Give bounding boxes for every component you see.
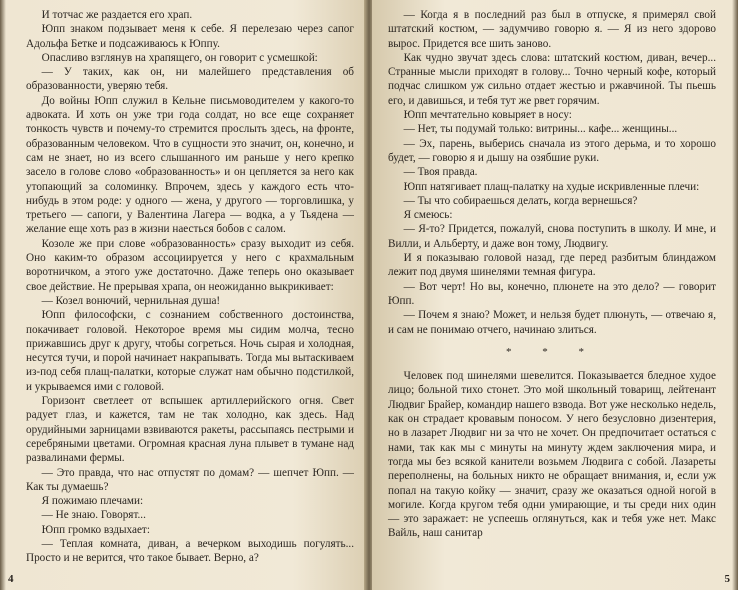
paragraph: Юпп мечтательно ковыряет в носу:	[403, 109, 572, 122]
paragraph: Юпп громко вздыхает:	[41, 523, 150, 536]
paragraph: — Козел вонючий, чернильная душа!	[41, 294, 221, 307]
paragraph: Я смеюсь:	[403, 209, 453, 222]
paragraph: Юпп натягивает плащ-палатку на худые искривленные плечи:	[403, 180, 700, 193]
paragraph: Как чудно звучат здесь слова: штатский костюм, диван, вечер... Странные мысли приходят в голову... Точно черный кофе, который подчас слишком уж сильно отдает жестью и ржавчиной. Ты пьешь его, и давишься, и тебя тут же рвет горячим.	[388, 51, 716, 107]
paragraph: И я показываю головой назад, где перед разбитым блиндажом лежит под двумя шинелями темная фигура.	[388, 252, 716, 279]
paragraph: — Это правда, что нас отпустят по домам? — шепчет Юпп. — Как ты думаешь?	[26, 466, 354, 493]
paragraph: Опасливо взглянув на храпящего, он говорит с усмешкой:	[41, 51, 318, 64]
paragraph: — Вот черт! Но вы, конечно, плюнете на это дело? — говорит Юпп.	[388, 280, 716, 307]
right-page-number: 5	[724, 572, 730, 585]
paragraph: — Когда я в последний раз был в отпуске, я примерял свой штатский костюм, — задумчиво говорю я. — Я из него здорово вырос. Придется все шить заново.	[388, 9, 716, 50]
paragraph: Я пожимаю плечами:	[41, 495, 144, 508]
paragraph: Юпп философски, с сознанием собственного достоинства, покачивает головой. Некоторое время мы сидим молча, тесно прижавшись друг к другу, чтобы согреться. Ночь сырая и холодная, несутся тучи, и порой начинает накрапывать. Тогда мы вытаскиваем из-под себя плащ-палатки, которые служат нам обычно подстилкой, и укрываемся ими с головой.	[26, 309, 354, 393]
left-page	[0, 0, 366, 590]
paragraph: — Почем я знаю? Может, и нельзя будет плюнуть, — отвечаю я, и сам не понимаю отчего, начинаю злиться.	[388, 309, 716, 336]
left-edge-shadow	[0, 0, 6, 590]
right-page-text-bottom	[388, 369, 716, 541]
paragraph: — Ты что собираешься делать, когда вернешься?	[403, 194, 638, 207]
paragraph: — Не знаю. Говорят...	[41, 509, 146, 522]
paragraph: Горизонт светлеет от вспышек артиллерийского огня. Свет радует глаз, и кажется, там не так холодно, как здесь. Над орудийными зарницами взвиваются ракеты, рассыпаясь пестрыми и серебряными цветами. Огромная красная луна плывет в тумане над развалинами фермы.	[26, 395, 354, 465]
right-edge-shadow	[732, 0, 738, 590]
right-page	[372, 0, 738, 590]
paragraph: Козоле же при слове «образованность» сразу выходит из себя. Оно каким-то образом ассоциируется у него с крахмальным воротничком, а этого уже достаточно. Даже теперь оно оказывает свое действие. Не прерывая храпа, он неожиданно выкрикивает:	[26, 237, 354, 293]
paragraph: — У таких, как он, ни малейшего представления об образованности, уверяю тебя.	[26, 66, 354, 93]
paragraph: — Эх, парень, выберись сначала из этого дерьма, и то хорошо будет, — говорю я и дышу на озябшие руки.	[388, 137, 716, 164]
paragraph: До войны Юпп служил в Кельне письмоводителем у какого-то адвоката. И хоть он уже три года солдат, но все еще сохраняет тонкость чувств и почему-то стремится прослыть здесь, на фронте, образованным человеком. Что в сущности это значит, он, конечно, и сам не знает, но из всего слышанного им раньше у него крепко засело в голове слово «образованность» и он цепляется за него как утопающий за соломинку. Впрочем, здесь у каждого есть что-нибудь в этом роде: у одного — жена, у другого — торговлишка, у третьего — сапоги, у Валентина Лагера — водка, а у Тьядена — желание еще хоть раз в жизни наесться бобов с салом.	[26, 94, 354, 236]
section-separator: * * *	[506, 345, 598, 358]
paragraph: Человек под шинелями шевелится. Показывается бледное худое лицо; больной тихо стонет. Это мой школьный товарищ, лейтенант Людвиг Брайер, командир нашего взвода. Вот уже несколько недель, как он страдает кровавым поносом. У него безусловно дизентерия, но в лазарет Людвиг ни за что не хочет. Он предпочитает остаться с нами, так как мы с минуты на минуту ждем заключения мира, и тогда мы без всякой канители возьмем Людвига с собой. Лазареты переполнены, на больных никто не обращает внимания, и, если уж попал на такую койку — значит, сразу же оказаться одной ногой в могиле. Когда кругом тебя одни умирающие, и ты среди них один — это заражает: не успеешь оглянуться, как и тебя уже нет. Макс Вайль, наш санитар	[388, 370, 716, 540]
paragraph: — Я-то? Придется, пожалуй, снова поступить в школу. И мне, и Вилли, и Альберту, и даже вон тому, Людвигу.	[388, 223, 716, 250]
left-page-number: 4	[8, 572, 14, 585]
left-page-text	[26, 8, 354, 566]
paragraph: Юпп знаком подзывает меня к себе. Я перелезаю через сапог Адольфа Бетке и подсаживаюсь к Юппу.	[26, 23, 354, 50]
paragraph: — Теплая комната, диван, а вечерком выходишь погулять... Просто и не верится, что такое бывает. Верно, а?	[26, 537, 354, 565]
paragraph: — Твоя правда.	[403, 166, 478, 179]
right-page-text-top	[388, 8, 716, 337]
paragraph: И тотчас же раздается его храп.	[41, 9, 193, 21]
paragraph: — Нет, ты подумай только: витрины... кафе... женщины...	[403, 123, 678, 136]
